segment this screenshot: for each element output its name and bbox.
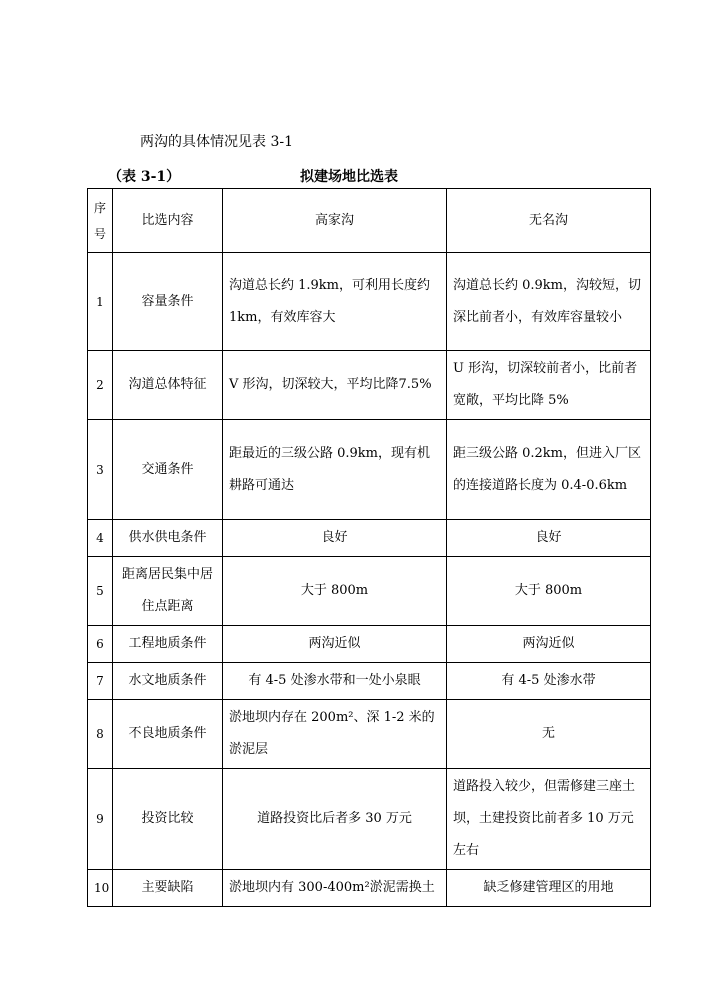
- table-row: [88, 870, 651, 907]
- row-num: 10: [88, 870, 113, 907]
- row-item: 容量条件: [113, 253, 223, 351]
- row-num: 4: [88, 520, 113, 557]
- row-gaojiagou: 两沟近似: [223, 626, 447, 663]
- row-wumingou: 良好: [447, 520, 651, 557]
- row-gaojiagou: 良好: [223, 520, 447, 557]
- row-item: 投资比较: [113, 769, 223, 870]
- row-gaojiagou: 大于 800m: [223, 557, 447, 626]
- row-item: 工程地质条件: [113, 626, 223, 663]
- row-wumingou: 大于 800m: [447, 557, 651, 626]
- row-wumingou: 缺乏修建管理区的用地: [447, 870, 651, 907]
- table-row: [88, 351, 651, 420]
- row-wumingou: 道路投入较少，但需修建三座土坝，土建投资比前者多 10 万元左右: [447, 769, 651, 870]
- intro-text: 两沟的具体情况见表 3-1: [140, 134, 293, 150]
- table-row: [88, 700, 651, 769]
- row-wumingou: 沟道总长约 0.9km，沟较短，切深比前者小，有效库容量较小: [447, 253, 651, 351]
- header-wumingou: 无名沟: [447, 189, 651, 253]
- row-gaojiagou: 道路投资比后者多 30 万元: [223, 769, 447, 870]
- row-wumingou: U 形沟，切深较前者小，比前者宽敞，平均比降 5%: [447, 351, 651, 420]
- table-row: [88, 769, 651, 870]
- row-gaojiagou: 有 4-5 处渗水带和一处小泉眼: [223, 663, 447, 700]
- row-num: 6: [88, 626, 113, 663]
- table-row: [88, 253, 651, 351]
- row-wumingou: 两沟近似: [447, 626, 651, 663]
- table-caption-title: 拟建场地比选表: [300, 169, 398, 185]
- row-num: 1: [88, 253, 113, 351]
- comparison-table: [87, 188, 651, 907]
- row-gaojiagou: 沟道总长约 1.9km，可利用长度约1km，有效库容大: [223, 253, 447, 351]
- row-num: 8: [88, 700, 113, 769]
- row-item: 交通条件: [113, 420, 223, 520]
- row-gaojiagou: 淤地坝内有 300-400m²淤泥需换土: [223, 870, 447, 907]
- table-row: [88, 520, 651, 557]
- table-row: [88, 663, 651, 700]
- table-header-row: [88, 189, 651, 253]
- row-item: 供水供电条件: [113, 520, 223, 557]
- table-caption-label: （表 3-1）: [108, 169, 181, 185]
- row-gaojiagou: 距最近的三级公路 0.9km，现有机耕路可通达: [223, 420, 447, 520]
- row-num: 7: [88, 663, 113, 700]
- row-item: 不良地质条件: [113, 700, 223, 769]
- row-num: 5: [88, 557, 113, 626]
- header-num: 序号: [88, 189, 113, 253]
- header-gaojiagou: 高家沟: [223, 189, 447, 253]
- table-row: [88, 420, 651, 520]
- table-row: [88, 626, 651, 663]
- row-item: 主要缺陷: [113, 870, 223, 907]
- row-wumingou: 无: [447, 700, 651, 769]
- row-num: 9: [88, 769, 113, 870]
- row-item: 沟道总体特征: [113, 351, 223, 420]
- row-gaojiagou: 淤地坝内存在 200m²、深 1-2 米的淤泥层: [223, 700, 447, 769]
- row-wumingou: 距三级公路 0.2km，但进入厂区的连接道路长度为 0.4-0.6km: [447, 420, 651, 520]
- row-wumingou: 有 4-5 处渗水带: [447, 663, 651, 700]
- header-item: 比选内容: [113, 189, 223, 253]
- row-gaojiagou: V 形沟，切深较大，平均比降7.5%: [223, 351, 447, 420]
- row-item: 距离居民集中居住点距离: [113, 557, 223, 626]
- row-num: 2: [88, 351, 113, 420]
- row-num: 3: [88, 420, 113, 520]
- table-row: [88, 557, 651, 626]
- row-item: 水文地质条件: [113, 663, 223, 700]
